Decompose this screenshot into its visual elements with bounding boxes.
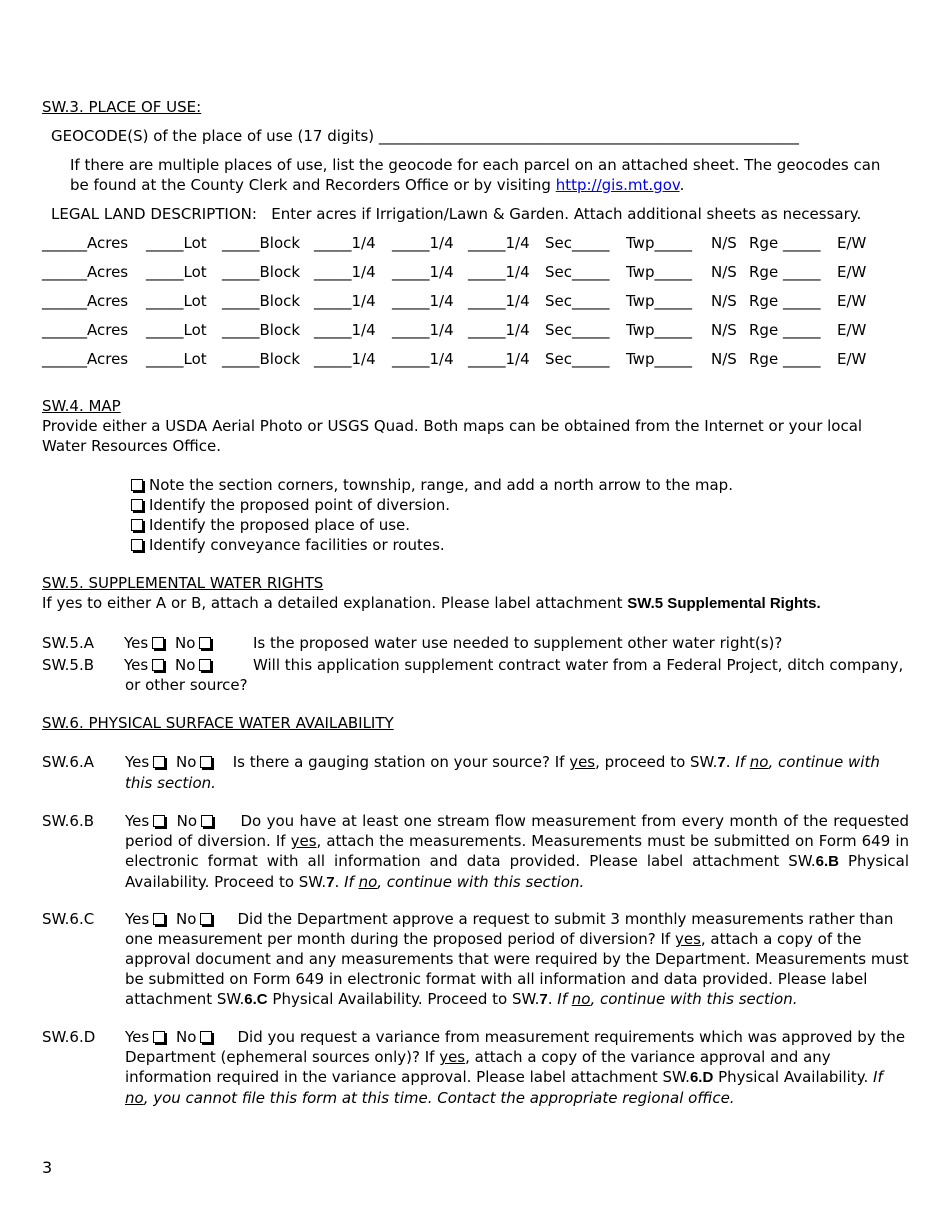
legal-ew-field[interactable]: E/W [837, 292, 867, 310]
multi-place-text: If there are multiple places of use, list the geocode for each parcel on an attached sheet. The geocodes can be found at the County Clerk and Recorders Office or by visiting [70, 156, 881, 194]
legal-land-description [51, 204, 861, 224]
sw6d-label: SW.6.D [42, 1028, 96, 1046]
sw6a-label: SW.6.A [42, 753, 94, 771]
legal-block-field[interactable]: _____Block [222, 263, 301, 281]
legal-rge-field[interactable]: Rge _____ [749, 263, 821, 281]
legal-q3-field[interactable]: _____1/4 [468, 321, 530, 339]
sw5b-question-2: or other source? [125, 676, 248, 694]
sw5a-question: Is the proposed water use needed to supplement other water right(s)? [253, 634, 783, 652]
legal-q1-field[interactable]: _____1/4 [314, 292, 376, 310]
legal-sec-field[interactable]: Sec_____ [545, 321, 610, 339]
legal-rge-field[interactable]: Rge _____ [749, 321, 821, 339]
no-checkbox[interactable] [199, 637, 211, 649]
legal-acres-field[interactable]: ______Acres [42, 350, 129, 368]
legal-rge-field[interactable]: Rge _____ [749, 234, 821, 252]
legal-ew-field[interactable]: E/W [837, 321, 867, 339]
page-number: 3 [42, 1158, 53, 1177]
legal-block-field[interactable]: _____Block [222, 321, 301, 339]
sw6b-text: Yes No Do you have at least one stream flow measurement from every month of the requested period of diversion. If yes, attach the measurements. Measurements must be submitted on Form 649 in electronic format with all information and data provided. Please label attachment SW.6.B Physical Availability. Proceed to SW.7. If no, continue with this section. [125, 812, 909, 891]
legal-twp-field[interactable]: Twp_____ [626, 234, 692, 252]
sw6c-row [42, 909, 908, 1009]
legal-q2-field[interactable]: _____1/4 [392, 263, 454, 281]
checkbox-icon[interactable] [131, 519, 143, 531]
legal-acres-field[interactable]: ______Acres [42, 321, 129, 339]
no-checkbox[interactable] [201, 815, 213, 827]
legal-lot-field[interactable]: _____Lot [146, 350, 207, 368]
sw6c-label: SW.6.C [42, 910, 95, 928]
checklist-item: Identify conveyance facilities or routes. [127, 535, 733, 555]
legal-land-row[interactable] [0, 320, 950, 340]
legal-lot-field[interactable]: _____Lot [146, 263, 207, 281]
sw5a-row [42, 633, 908, 653]
legal-ew-field[interactable]: E/W [837, 234, 867, 252]
legal-block-field[interactable]: _____Block [222, 292, 301, 310]
legal-sec-field[interactable]: Sec_____ [545, 234, 610, 252]
legal-ns-field[interactable]: N/S [711, 234, 737, 252]
legal-land-row[interactable] [0, 291, 950, 311]
sw6a-row [42, 752, 908, 792]
sw6b-label: SW.6.B [42, 812, 95, 830]
sw6d-row [42, 1027, 908, 1107]
legal-land-row[interactable] [0, 349, 950, 369]
checklist-item: Identify the proposed point of diversion. [127, 495, 733, 515]
legal-rge-field[interactable]: Rge _____ [749, 292, 821, 310]
legal-ew-field[interactable]: E/W [837, 350, 867, 368]
legal-land-row[interactable] [0, 262, 950, 282]
legal-q3-field[interactable]: _____1/4 [468, 234, 530, 252]
legal-twp-field[interactable]: Twp_____ [626, 321, 692, 339]
sw6a-text: Yes No Is there a gauging station on your source? If yes, proceed to SW.7. If no, continue with this section. [125, 753, 880, 792]
legal-twp-field[interactable]: Twp_____ [626, 263, 692, 281]
legal-ew-field[interactable]: E/W [837, 263, 867, 281]
legal-ns-field[interactable]: N/S [711, 350, 737, 368]
sw5-heading: SW.5. SUPPLEMENTAL WATER RIGHTS [42, 574, 324, 592]
legal-sec-field[interactable]: Sec_____ [545, 292, 610, 310]
legal-ns-field[interactable]: N/S [711, 263, 737, 281]
sw5a-label: SW.5.A [42, 634, 94, 652]
legal-q1-field[interactable]: _____1/4 [314, 350, 376, 368]
sw6d-text: Yes No Did you request a variance from measurement requirements which was approved by the Department (ephemeral sources only)? If yes, attach a copy of the variance approval and any information required in the variance approval. Please label attachment SW.6.D Physical Availability. If no, you cannot file this form at this time. Contact the appropriate regional office. [125, 1028, 906, 1107]
yes-checkbox[interactable] [153, 913, 165, 925]
sw3-heading: SW.3. PLACE OF USE: [42, 98, 202, 116]
sw6c-text: Yes No Did the Department approve a request to submit 3 monthly measurements rather than one measurement per month during the proposed period of diversion? If yes, attach a copy of the approval document and any measurements that were required by the Department. Measurements must be submitted on Form 649 in electronic format with all information and data provided. Please label attachment SW.6.C Physical Availability. Proceed to SW.7. If no, continue with this section. [125, 910, 909, 1008]
legal-instructions: Enter acres if Irrigation/Lawn & Garden. Attach additional sheets as necessary. [271, 205, 862, 223]
checkbox-icon[interactable] [131, 499, 143, 511]
legal-sec-field[interactable]: Sec_____ [545, 263, 610, 281]
sw4-heading: SW.4. MAP [42, 397, 121, 415]
sw4-text-1: Provide either a USDA Aerial Photo or USGS Quad. Both maps can be obtained from the Internet or your local [42, 417, 863, 435]
legal-label: LEGAL LAND DESCRIPTION: [51, 205, 257, 223]
sw6-heading: SW.6. PHYSICAL SURFACE WATER AVAILABILITY [42, 714, 394, 732]
sw5b-label: SW.5.B [42, 656, 95, 674]
sw5b-question-1: Will this application supplement contract water from a Federal Project, ditch company, [253, 656, 904, 674]
legal-ns-field[interactable]: N/S [711, 321, 737, 339]
no-checkbox[interactable] [200, 913, 212, 925]
legal-q2-field[interactable]: _____1/4 [392, 234, 454, 252]
yes-checkbox[interactable] [153, 756, 165, 768]
checklist-item: Identify the proposed place of use. [127, 515, 733, 535]
checklist-item: Note the section corners, township, range, and add a north arrow to the map. [127, 475, 733, 495]
yes-checkbox[interactable] [152, 637, 164, 649]
legal-acres-field[interactable]: ______Acres [42, 234, 129, 252]
gis-link[interactable]: http://gis.mt.gov [555, 176, 680, 194]
legal-q2-field[interactable]: _____1/4 [392, 321, 454, 339]
legal-acres-field[interactable]: ______Acres [42, 292, 129, 310]
geocode-field[interactable]: GEOCODE(S) of the place of use (17 digits) ________________________________________________________ [51, 127, 799, 145]
yes-checkbox[interactable] [153, 1031, 165, 1043]
legal-q1-field[interactable]: _____1/4 [314, 234, 376, 252]
legal-q2-field[interactable]: _____1/4 [392, 350, 454, 368]
legal-block-field[interactable]: _____Block [222, 350, 301, 368]
legal-ns-field[interactable]: N/S [711, 292, 737, 310]
legal-sec-field[interactable]: Sec_____ [545, 350, 610, 368]
legal-q1-field[interactable]: _____1/4 [314, 321, 376, 339]
legal-rge-field[interactable]: Rge _____ [749, 350, 821, 368]
sw5b-row [42, 655, 908, 695]
legal-q1-field[interactable]: _____1/4 [314, 263, 376, 281]
legal-acres-field[interactable]: ______Acres [42, 263, 129, 281]
no-checkbox[interactable] [200, 756, 212, 768]
legal-q2-field[interactable]: _____1/4 [392, 292, 454, 310]
map-checklist [127, 475, 733, 555]
multi-place-instructions [70, 155, 900, 195]
yes-no-choice: Yes No [124, 655, 217, 675]
legal-q3-field[interactable]: _____1/4 [468, 263, 530, 281]
yes-checkbox[interactable] [152, 659, 164, 671]
no-checkbox[interactable] [200, 1031, 212, 1043]
legal-lot-field[interactable]: _____Lot [146, 234, 207, 252]
sw5-attachment-label: SW.5 Supplemental Rights. [627, 595, 821, 612]
legal-q3-field[interactable]: _____1/4 [468, 292, 530, 310]
no-checkbox[interactable] [199, 659, 211, 671]
checkbox-icon[interactable] [131, 539, 143, 551]
legal-twp-field[interactable]: Twp_____ [626, 292, 692, 310]
sw5-instructions: If yes to either A or B, attach a detailed explanation. Please label attachment SW.5 Supplemental Rights. [42, 594, 821, 612]
legal-land-row[interactable] [0, 233, 950, 253]
yes-no-choice: Yes No [124, 633, 217, 653]
legal-q3-field[interactable]: _____1/4 [468, 350, 530, 368]
legal-twp-field[interactable]: Twp_____ [626, 350, 692, 368]
sw4-text-2: Water Resources Office. [42, 437, 222, 455]
legal-block-field[interactable]: _____Block [222, 234, 301, 252]
checkbox-icon[interactable] [131, 479, 143, 491]
yes-checkbox[interactable] [153, 815, 165, 827]
sw6b-row [42, 811, 908, 891]
legal-lot-field[interactable]: _____Lot [146, 321, 207, 339]
link-tail: . [679, 176, 685, 194]
legal-lot-field[interactable]: _____Lot [146, 292, 207, 310]
